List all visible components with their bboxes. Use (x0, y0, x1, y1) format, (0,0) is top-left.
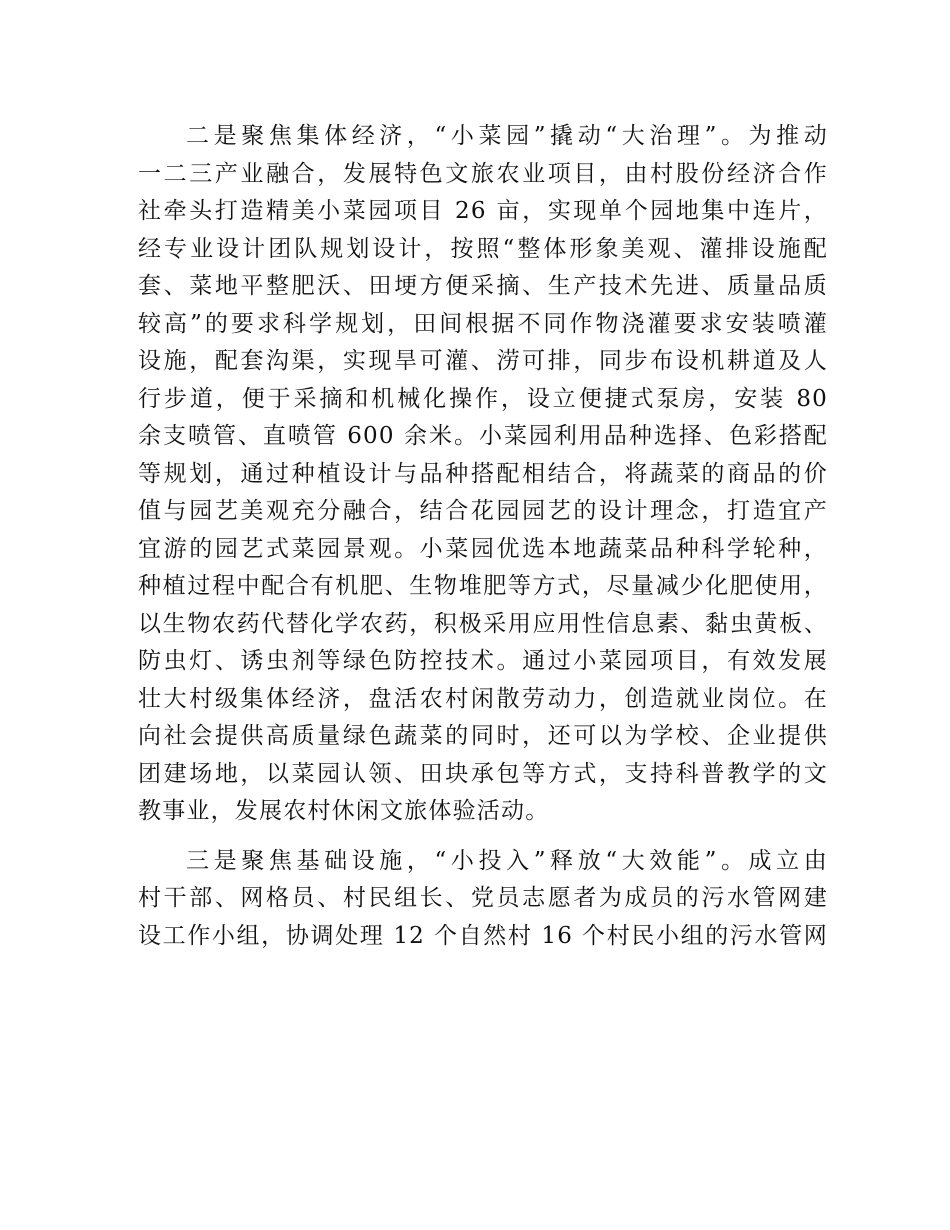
body-text (138, 118, 828, 955)
text-line: 一二三产业融合，发展特色文旅农业项目，由村股份经济合作 (138, 160, 828, 187)
text-line: 二是聚焦集体经济，“小菜园”撬动“大治理”。为推动 (186, 123, 828, 149)
text-line: 宜游的园艺式菜园景观。小菜园优选本地蔬菜品种科学轮种， (138, 535, 828, 562)
text-line: 余支喷管、直喷管 600 余米。小菜园利用品种选择、色彩搭配 (138, 423, 828, 449)
text-line: 值与园艺美观充分融合，结合花园园艺的设计理念，打造宜产 (138, 498, 828, 524)
text-line: 行步道，便于采摘和机械化操作，设立便捷式泵房，安装 80 (138, 385, 828, 412)
text-line: 经专业设计团队规划设计，按照“整体形象美观、灌排设施配 (138, 235, 828, 262)
text-line: 村干部、网格员、村民组长、党员志愿者为成员的污水管网建 (138, 885, 828, 911)
paragraph-collective-economy (138, 118, 828, 831)
text-line: 种植过程中配合有机肥、生物堆肥等方式，尽量减少化肥使用， (138, 573, 828, 599)
text-line: 三是聚焦基础设施，“小投入”释放“大效能”。成立由 (186, 847, 828, 874)
text-line: 等规划，通过种植设计与品种搭配相结合，将蔬菜的商品的价 (138, 460, 828, 487)
text-line: 防虫灯、诱虫剂等绿色防控技术。通过小菜园项目，有效发展 (138, 648, 828, 674)
text-line: 以生物农药代替化学农药，积极采用应用性信息素、黏虫黄板、 (138, 610, 828, 637)
text-line: 向社会提供高质量绿色蔬菜的同时，还可以为学校、企业提供 (138, 723, 828, 749)
text-line: 较高”的要求科学规划，田间根据不同作物浇灌要求安装喷灌 (138, 310, 828, 337)
text-line: 社牵头打造精美小菜园项目 26 亩，实现单个园地集中连片， (138, 198, 828, 224)
text-line: 教事业，发展农村休闲文旅体验活动。 (138, 798, 550, 824)
text-line: 套、菜地平整肥沃、田埂方便采摘、生产技术先进、质量品质 (138, 273, 828, 299)
text-line: 设工作小组，协调处理 12 个自然村 16 个村民小组的污水管网 (138, 922, 828, 949)
paragraph-infrastructure (138, 843, 828, 956)
text-line: 设施，配套沟渠，实现旱可灌、涝可排，同步布设机耕道及人 (138, 348, 828, 374)
text-line: 壮大村级集体经济，盘活农村闲散劳动力，创造就业岗位。在 (138, 685, 828, 712)
text-line: 团建场地，以菜园认领、田块承包等方式，支持科普教学的文 (138, 760, 828, 787)
